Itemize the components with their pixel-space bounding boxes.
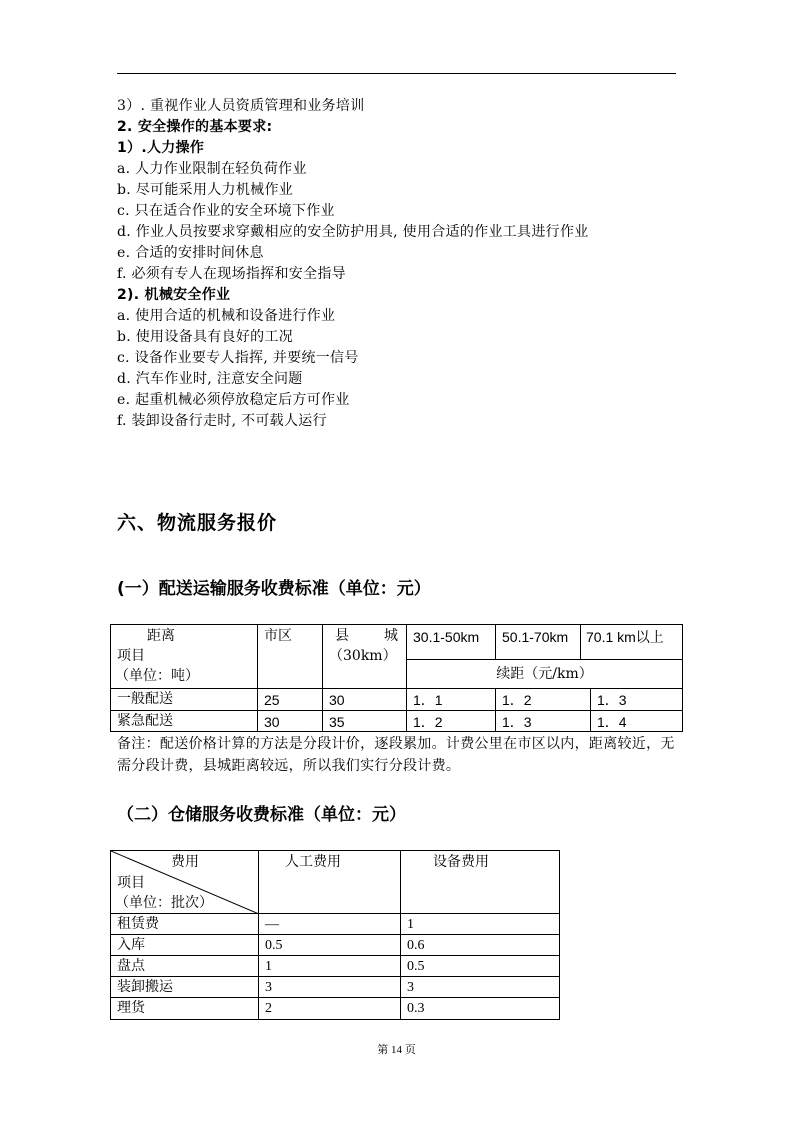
delivery-table-title: (一）配送运输服务收费标准（单位：元） <box>117 579 431 599</box>
header-labor-cost: 人工费用 <box>258 850 401 914</box>
storage-pricing-table <box>110 850 560 1020</box>
header-county-sub: （30km） <box>329 648 397 664</box>
table-row-item: 一般配送 <box>110 688 258 711</box>
cell-city: 25 <box>257 688 323 711</box>
page-number: 第 14 页 <box>377 1044 416 1056</box>
cell-equipment: 3 <box>400 976 560 998</box>
list-item: b. 使用设备具有良好的工况 <box>117 329 294 345</box>
cell-range-1: 1．2 <box>406 710 496 732</box>
list-item: f. 装卸设备行走时, 不可载人运行 <box>117 413 327 429</box>
cell-city: 30 <box>257 710 323 732</box>
cell-equipment: 0.3 <box>400 997 560 1020</box>
table-header-corner <box>110 624 258 689</box>
header-city: 市区 <box>257 624 323 689</box>
delivery-note: 备注：配送价格计算的方法是分段计价，逐段累加。计费公里在市区以内，距离较近，无需分段计费，县城距离较远，所以我们实行分段计费。 <box>117 736 675 774</box>
header-range-1: 30.1-50km <box>406 624 496 660</box>
list-item: a. 使用合适的机械和设备进行作业 <box>117 308 336 324</box>
cell-equipment: 0.6 <box>400 934 560 956</box>
table-row-item: 理货 <box>110 997 259 1020</box>
header-item-label: 项目 <box>117 875 145 891</box>
subheading: 2. 安全操作的基本要求: <box>117 119 273 135</box>
header-county <box>322 624 407 689</box>
cell-labor: 1 <box>258 955 401 977</box>
cell-equipment: 1 <box>400 913 560 935</box>
list-item: b. 尽可能采用人力机械作业 <box>117 182 294 198</box>
section-title: 六、物流服务报价 <box>117 512 278 534</box>
subheading: 1）.人力操作 <box>117 140 205 156</box>
cell-labor: — <box>258 913 401 935</box>
cell-labor: 2 <box>258 997 401 1020</box>
header-item-label: 项目 <box>117 648 145 664</box>
text-line: 3）. 重视作业人员资质管理和业务培训 <box>117 98 365 114</box>
storage-table-title: （二）仓储服务收费标准（单位：元） <box>117 805 406 825</box>
cell-labor: 3 <box>258 976 401 998</box>
header-rule <box>117 73 676 74</box>
list-item: f. 必须有专人在现场指挥和安全指导 <box>117 266 346 282</box>
list-item: d. 汽车作业时, 注意安全问题 <box>117 371 303 387</box>
list-item: e. 合适的安排时间休息 <box>117 245 264 261</box>
table-row-item: 装卸搬运 <box>110 976 259 998</box>
cell-range-1: 1．1 <box>406 688 496 711</box>
cell-range-2: 1．3 <box>495 710 591 732</box>
delivery-pricing-table <box>110 624 683 732</box>
list-item: c. 设备作业要专人指挥, 并要统一信号 <box>117 350 359 366</box>
cell-labor: 0.5 <box>258 934 401 956</box>
list-item: d. 作业人员按要求穿戴相应的安全防护用具, 使用合适的作业工具进行作业 <box>117 224 589 240</box>
list-item: e. 起重机械必须停放稳定后方可作业 <box>117 392 350 408</box>
table-row-item: 租赁费 <box>110 913 259 935</box>
header-county-a: 县 <box>335 628 349 644</box>
table-header-corner <box>110 850 259 914</box>
header-range-2: 50.1-70km <box>495 624 581 660</box>
cell-county: 30 <box>322 688 407 711</box>
header-unit-label: （单位：吨） <box>115 668 199 684</box>
cell-county: 35 <box>322 710 407 732</box>
subheading: 2). 机械安全作业 <box>117 287 231 303</box>
table-row-item: 入库 <box>110 934 259 956</box>
header-cost-label: 费用 <box>171 854 199 870</box>
cell-range-2: 1．2 <box>495 688 591 711</box>
header-extra-distance: 续距（元/km） <box>406 659 683 689</box>
cell-range-3: 1．3 <box>590 688 683 711</box>
cell-range-3: 1．4 <box>590 710 683 732</box>
list-item: a. 人力作业限制在轻负荷作业 <box>117 161 307 177</box>
table-row-item: 紧急配送 <box>110 710 258 732</box>
list-item: c. 只在适合作业的安全环境下作业 <box>117 203 335 219</box>
header-range-3: 70.1 km以上 <box>580 624 683 660</box>
header-equipment-cost: 设备费用 <box>400 850 560 914</box>
header-unit-label: （单位：批次） <box>115 895 213 911</box>
table-row-item: 盘点 <box>110 955 259 977</box>
header-distance-label: 距离 <box>147 628 175 644</box>
header-county-b: 城 <box>384 628 398 644</box>
cell-equipment: 0.5 <box>400 955 560 977</box>
